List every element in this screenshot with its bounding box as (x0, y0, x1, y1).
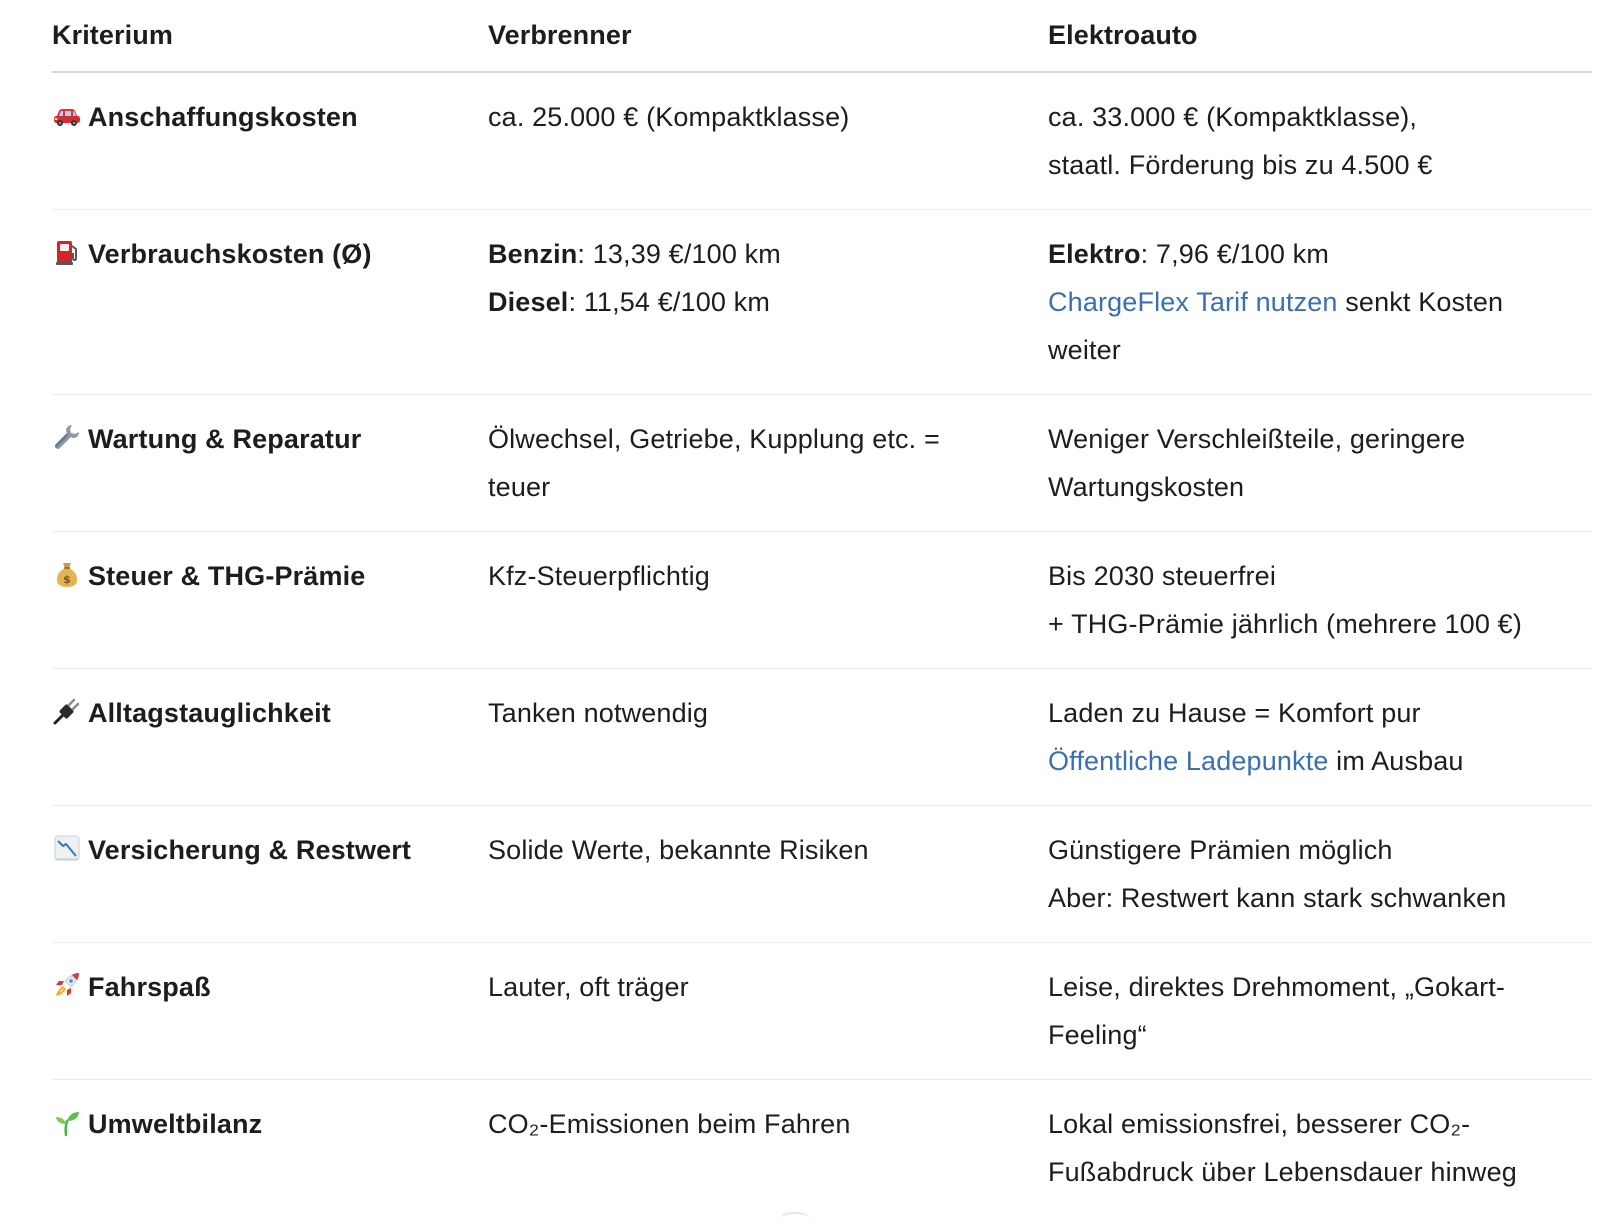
header-criterion: Kriterium (52, 0, 488, 72)
fuel-type-label: Diesel (488, 287, 569, 317)
criterion-label: Anschaffungskosten (88, 102, 358, 132)
electric-cell (1048, 210, 1592, 395)
money-bag-icon (52, 559, 82, 589)
table-body (52, 72, 1592, 1216)
table-row (52, 395, 1592, 532)
svg-text:$: $ (63, 573, 71, 586)
table-row (52, 210, 1592, 395)
fuel-pump-icon (52, 237, 82, 267)
cell-text: Fußabdruck über Lebensdauer hinweg (1048, 1157, 1517, 1187)
cell-text: weiter (1048, 335, 1121, 365)
public-charging-points-link[interactable]: Öffentliche Ladepunkte (1048, 746, 1329, 776)
cell-text: Solide Werte, bekannte Risiken (488, 835, 869, 865)
rocket-icon (52, 970, 82, 1000)
criterion-cell (52, 669, 488, 806)
table-row (52, 669, 1592, 806)
cell-text: Leise, direktes Drehmoment, „Gokart- (1048, 972, 1506, 1002)
fuel-cost: : 11,54 €/100 km (568, 287, 770, 317)
criterion-label: Wartung & Reparatur (88, 424, 362, 454)
header-electric: Elektroauto (1048, 0, 1592, 72)
criterion-label: Steuer & THG-Prämie (88, 561, 366, 591)
combustion-cell (488, 806, 1048, 943)
cell-text: ca. 33.000 € (Kompaktklasse), (1048, 102, 1418, 132)
electric-cell (1048, 806, 1592, 943)
cell-text: Wartungskosten (1048, 472, 1245, 502)
electric-cell (1048, 669, 1592, 806)
electric-plug-icon (52, 696, 82, 726)
cell-line (488, 278, 1048, 326)
criterion-cell (52, 72, 488, 210)
combustion-cell (488, 943, 1048, 1080)
criterion-label: Versicherung & Restwert (88, 835, 412, 865)
cell-text: CO₂-Emissionen beim Fahren (488, 1109, 851, 1139)
criterion-label: Alltagstauglichkeit (88, 698, 331, 728)
cell-text: Günstigere Prämien möglich (1048, 835, 1393, 865)
comparison-table-container (52, 0, 1592, 1216)
cell-text: Tanken notwendig (488, 698, 709, 728)
cell-line (1048, 737, 1592, 785)
cell-text: im Ausbau (1328, 746, 1464, 776)
criterion-cell (52, 210, 488, 395)
combustion-cell (488, 395, 1048, 532)
combustion-cell (488, 210, 1048, 395)
fuel-type-label: Benzin (488, 239, 578, 269)
cell-line (1048, 230, 1592, 278)
table-row (52, 806, 1592, 943)
scroll-indicator (780, 1212, 810, 1226)
criterion-label: Verbrauchskosten (Ø) (88, 239, 372, 269)
electric-cell (1048, 532, 1592, 669)
table-header (52, 0, 1592, 72)
fuel-cost: : 13,39 €/100 km (577, 239, 781, 269)
criterion-cell (52, 1080, 488, 1217)
combustion-cell (488, 72, 1048, 210)
cell-text: Laden zu Hause = Komfort pur (1048, 698, 1421, 728)
cell-text: Bis 2030 steuerfrei (1048, 561, 1276, 591)
fuel-type-label: Elektro (1048, 239, 1141, 269)
cell-text: ca. 25.000 € (Kompaktklasse) (488, 102, 850, 132)
electric-cell (1048, 72, 1592, 210)
cell-text: staatl. Förderung bis zu 4.500 € (1048, 150, 1433, 180)
criterion-cell (52, 943, 488, 1080)
criterion-label: Umweltbilanz (88, 1109, 263, 1139)
criterion-label: Fahrspaß (88, 972, 211, 1002)
table-row (52, 532, 1592, 669)
header-combustion: Verbrenner (488, 0, 1048, 72)
cell-text: senkt Kosten (1337, 287, 1504, 317)
criterion-cell (52, 395, 488, 532)
seedling-icon (52, 1107, 82, 1137)
cell-text: Lauter, oft träger (488, 972, 689, 1002)
cell-line (1048, 278, 1592, 326)
cell-text: + THG-Prämie jährlich (mehrere 100 €) (1048, 609, 1522, 639)
electric-cell (1048, 395, 1592, 532)
cell-text: Kfz-Steuerpflichtig (488, 561, 710, 591)
fuel-cost: : 7,96 €/100 km (1140, 239, 1329, 269)
cell-text: Feeling“ (1048, 1020, 1147, 1050)
criterion-cell (52, 806, 488, 943)
cell-line (488, 230, 1048, 278)
wrench-icon (52, 422, 82, 452)
combustion-cell (488, 669, 1048, 806)
table-row (52, 1080, 1592, 1217)
cell-text: Lokal emissionsfrei, besserer CO₂- (1048, 1109, 1471, 1139)
table-row (52, 943, 1592, 1080)
combustion-cell (488, 1080, 1048, 1217)
car-icon (52, 100, 82, 130)
combustion-cell (488, 532, 1048, 669)
electric-cell (1048, 943, 1592, 1080)
header-row (52, 0, 1592, 72)
electric-cell (1048, 1080, 1592, 1217)
cell-text: teuer (488, 472, 551, 502)
chart-decreasing-icon (52, 833, 82, 863)
cell-text: Weniger Verschleißteile, geringere (1048, 424, 1466, 454)
chargeflex-tariff-link[interactable]: ChargeFlex Tarif nutzen (1048, 287, 1338, 317)
criterion-cell (52, 532, 488, 669)
table-row (52, 72, 1592, 210)
cell-text: Aber: Restwert kann stark schwanken (1048, 883, 1507, 913)
comparison-table (52, 0, 1592, 1216)
cell-text: Ölwechsel, Getriebe, Kupplung etc. = (488, 424, 940, 454)
